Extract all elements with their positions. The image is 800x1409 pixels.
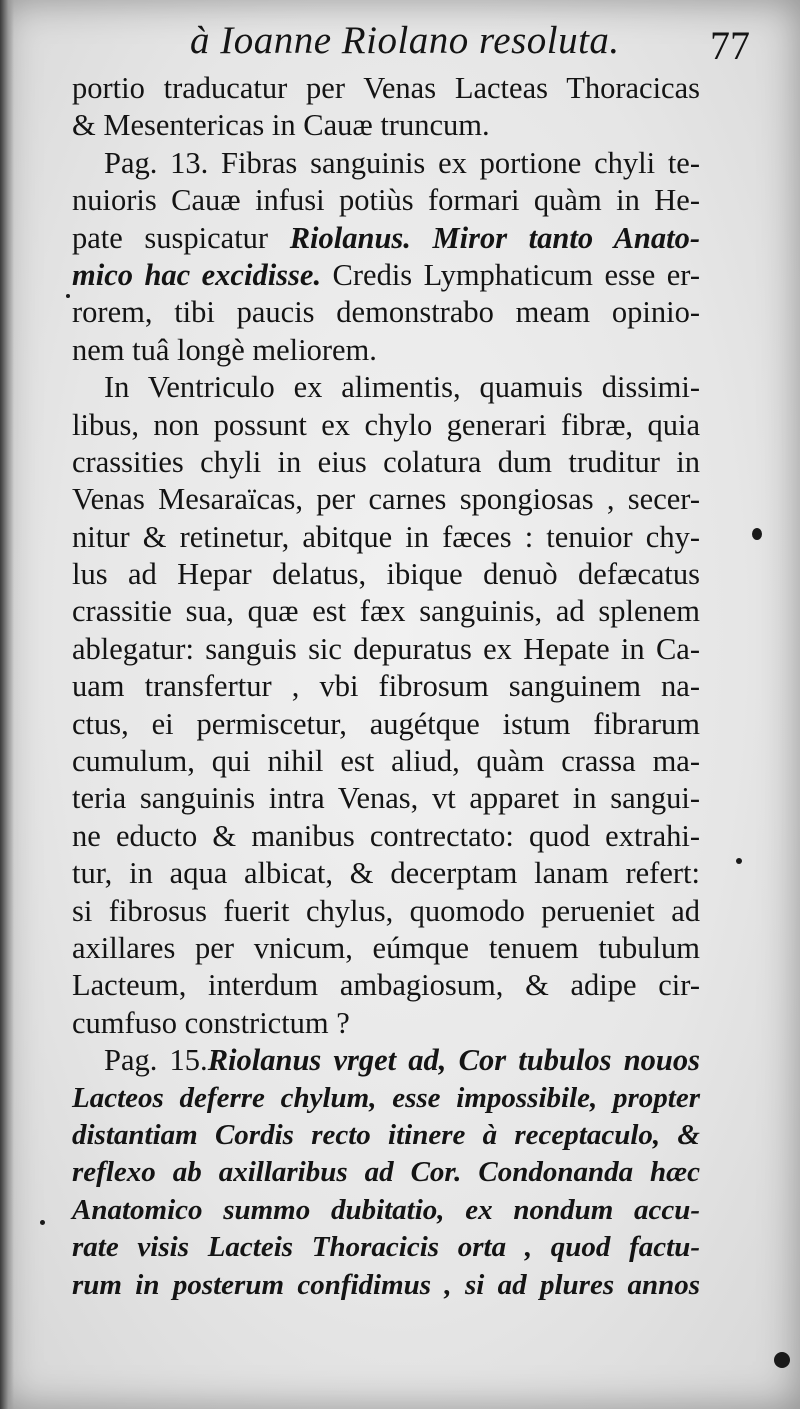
text-line bbox=[72, 257, 700, 294]
text-line: libus, non possunt ex chylo generari fibræ, quia bbox=[72, 407, 700, 442]
text-line: rum in posterum confidimus , si ad plures annos bbox=[72, 1268, 700, 1301]
text-line: nuioris Cauæ infusi potiùs formari quàm in He- bbox=[72, 183, 700, 218]
text-line bbox=[72, 1042, 700, 1079]
body-text bbox=[72, 70, 700, 1304]
text-line: cumfuso constrictum ? bbox=[72, 1005, 350, 1040]
page-number: 77 bbox=[710, 23, 750, 68]
ink-speck bbox=[736, 858, 742, 864]
ink-speck bbox=[774, 1352, 790, 1368]
italic-segment: Riolanus. Miror tanto Anato- bbox=[289, 220, 701, 255]
text-line: In Ventriculo ex alimentis, quamuis dissimi- bbox=[104, 370, 700, 405]
text-line: crassities chyli in eius colatura dum truditur in bbox=[72, 444, 700, 479]
text-line: rorem, tibi paucis demonstrabo meam opinio- bbox=[72, 295, 700, 330]
text-segment: Pag. 15. bbox=[104, 1043, 208, 1078]
text-line: nem tuâ longè meliorem. bbox=[72, 332, 377, 367]
text-line: teria sanguinis intra Venas, vt apparet in sangui- bbox=[72, 781, 700, 816]
text-line: Lacteum, interdum ambagiosum, & adipe cir- bbox=[72, 968, 700, 1003]
text-line: Venas Mesaraïcas, per carnes spongiosas , secer- bbox=[72, 482, 700, 517]
text-line: Pag. 13. Fibras sanguinis ex portione chyli te- bbox=[104, 145, 700, 180]
text-line: Lacteos deferre chylum, esse impossibile, propter bbox=[72, 1081, 700, 1114]
text-line: rate visis Lacteis Thoracicis orta , quod factu- bbox=[72, 1231, 700, 1264]
text-line: tur, in aqua albicat, & decerptam lanam refert: bbox=[72, 856, 700, 891]
ink-speck bbox=[40, 1220, 45, 1225]
italic-segment: mico hac excidisse. bbox=[72, 257, 322, 292]
text-segment: pate suspicatur bbox=[72, 220, 269, 255]
ink-speck bbox=[66, 294, 70, 298]
running-head: à Ioanne Riolano resoluta. bbox=[190, 19, 620, 62]
text-segment: Credis Lymphaticum esse er- bbox=[332, 257, 700, 292]
text-line: Anatomico summo dubitatio, ex nondum accu- bbox=[72, 1193, 700, 1226]
text-line: distantiam Cordis recto itinere à receptaculo, & bbox=[72, 1118, 700, 1151]
italic-segment: Riolanus vrget ad, Cor tubulos nouos bbox=[207, 1043, 700, 1078]
text-line: lus ad Hepar delatus, ibique denuò defæcatus bbox=[72, 557, 700, 592]
text-line: si fibrosus fuerit chylus, quomodo perueniet ad bbox=[72, 893, 700, 928]
text-line: axillares per vnicum, eúmque tenuem tubulum bbox=[72, 930, 700, 965]
text-line: & Mesentericas in Cauæ truncum. bbox=[72, 108, 490, 143]
text-line: ctus, ei permiscetur, augétque istum fibrarum bbox=[72, 706, 700, 741]
text-line: cumulum, qui nihil est aliud, quàm crassa ma- bbox=[72, 744, 700, 779]
text-line: uam transfertur , vbi fibrosum sanguinem na- bbox=[72, 669, 700, 704]
text-line: nitur & retinetur, abitque in fæces : tenuior chy- bbox=[72, 519, 700, 554]
text-line bbox=[72, 220, 700, 257]
text-line: reflexo ab axillaribus ad Cor. Condonanda hæc bbox=[72, 1156, 700, 1189]
ink-speck bbox=[752, 528, 762, 540]
text-line: ablegatur: sanguis sic depuratus ex Hepate in Ca- bbox=[72, 631, 700, 666]
text-line: crassitie sua, quæ est fæx sanguinis, ad splenem bbox=[72, 594, 700, 629]
page-header bbox=[70, 16, 750, 76]
text-line: portio traducatur per Venas Lacteas Thoracicas bbox=[72, 71, 700, 105]
page-edge-shadow bbox=[0, 0, 14, 1409]
text-line: ne educto & manibus contrectato: quod extrahi- bbox=[72, 818, 700, 853]
